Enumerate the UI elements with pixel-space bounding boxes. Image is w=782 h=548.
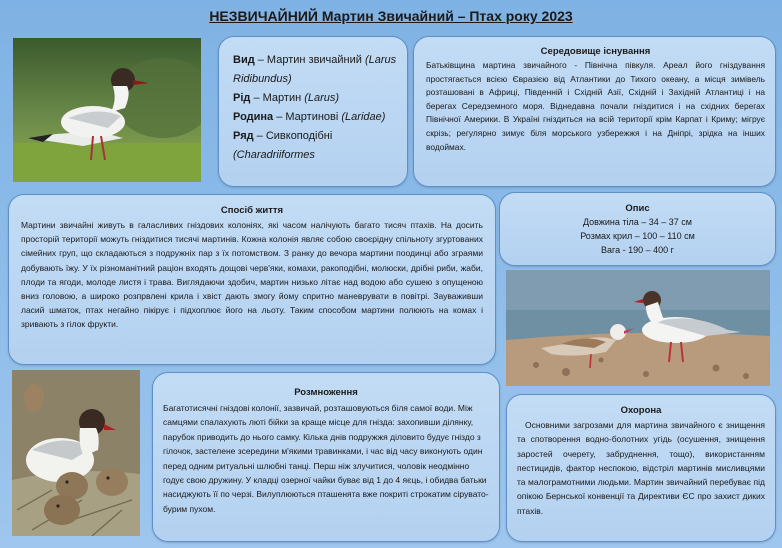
protection-heading: Охорона	[620, 405, 662, 416]
page-title: НЕЗВИЧАЙНИЙ Мартин Звичайний – Птах року 2023	[209, 8, 573, 24]
reproduction-text: Багатотисячні гніздові колонії, зазвичай, розташовуються біля самої води. Між самцями спалахують люті бійки за краще місце для гнізда: захопивши ділянку, парубок приводить до нього самку. Кілька днів подружжя діловито будує гніздо з гілочок, застелене зсередини м'якими травинками, і час від часу виконують один перед одним ритуальні шлюбні танці. Перш ніж злучитися, чоловік неодмінно годує свою дружину. У кладці озерної чайки буває від 1 до 4 яєць, і обидва батьки насиджують її по черзі. Вилуплюються пташенята вже покриті строкатим сірувато-бурим пухом.	[163, 403, 489, 514]
two-gulls-on-shore-photo	[506, 270, 770, 386]
family-row	[233, 108, 401, 127]
family-latin: (Laridae)	[341, 111, 386, 123]
description-card	[499, 192, 776, 266]
body-length: Довжина тіла – 34 – 37 см	[582, 217, 692, 227]
species-label: Вид	[233, 54, 255, 66]
family-value: – Мартинові	[273, 111, 342, 123]
family-label: Родина	[233, 111, 274, 123]
order-latin: (Charadriiformes	[233, 149, 315, 161]
genus-value: – Мартин	[250, 92, 305, 104]
protection-card	[506, 394, 776, 542]
order-row	[233, 127, 401, 165]
taxonomy-card	[218, 36, 408, 187]
species-latin: (Larus Ridibundus)	[233, 54, 397, 85]
genus-row	[233, 89, 401, 108]
weight: Вага - 190 – 400 г	[601, 245, 674, 255]
species-row	[233, 51, 401, 89]
reproduction-card	[152, 372, 500, 542]
protection-text: Основними загрозами для мартина звичайного є знищення та спотворення водно-болотних угідь (осушення, знищення заростей очерету, забруднення, тощо), використанням пестицидів, фактор неспокою, відстріл мартинів мисливцями та малограмотними людьми. Мартин звичайний перебуває під опікою Бернської конвенції та Директиви ЄС про захист диких птахів.	[517, 420, 765, 516]
description-heading: Опис	[625, 203, 650, 214]
lifestyle-card	[8, 194, 496, 365]
wingspan: Розмах крил – 100 – 110 см	[580, 231, 695, 241]
habitat-card	[413, 36, 776, 187]
habitat-heading: Середовище існування	[540, 46, 651, 57]
genus-label: Рід	[233, 92, 251, 104]
order-value: – Сивкоподібні	[253, 130, 333, 142]
species-value: – Мартин звичайний	[254, 54, 365, 66]
gull-with-chicks-photo	[12, 370, 140, 536]
lifestyle-heading: Спосіб життя	[220, 205, 284, 216]
gull-on-grass-photo	[13, 38, 201, 182]
lifestyle-text: Мартини звичайні живуть в галасливих гніздових колоніях, які часом налічують багато тисяч птахів. На досить просторій території можуть гніздитися тисячі мартинів. Кожна колонія являє собою своєрідну спільноту згуртованих сімейних груп, що складаються з подружніх пар з їх потомством. З ранку до вечора мартини поодинці або зграями добувають їжу. У їх різноманітний раціон входять дощові черв'яки, комахи, ракоподібні, молюски, дрібні риби, жаби, плоди та ягоди, молоде листя і трава. Виглядаючи здобич, мартин низько літає над водою або сушею з опущеною вниз головою, а широко розпрвлені крила і хвіст дають змогу йому спритно маневрувати в повітрі. Зауваживши ласий шматок, птах негайно пікірує і підхоплює його на льоту. Таким способом мартини полюють на комах і зривають з гілок фрукти.	[21, 220, 483, 330]
reproduction-heading: Розмноження	[294, 387, 358, 398]
genus-latin: (Larus)	[304, 92, 340, 104]
order-label: Ряд	[233, 130, 254, 142]
taxonomy-list	[233, 51, 401, 165]
habitat-text: Батьківщина мартина звичайного - Північна півкуля. Ареал його гніздування простягається всією Євразією від Атлантики до Тихого океану, а місця зимівель розташовані в Африці, Південній і Східній Азії, Східній і Західній Атлантиці і на берегах Середземного моря. Віднедавна почали гніздитися і на східних берегах Північної Америки. В Україні гніздиться на всій території крім Карпат і Криму; мігрує скрізь; регулярно зимує біля морського узбережжя і на Дніпрі, зрідка на інших водоймах.	[426, 60, 765, 152]
